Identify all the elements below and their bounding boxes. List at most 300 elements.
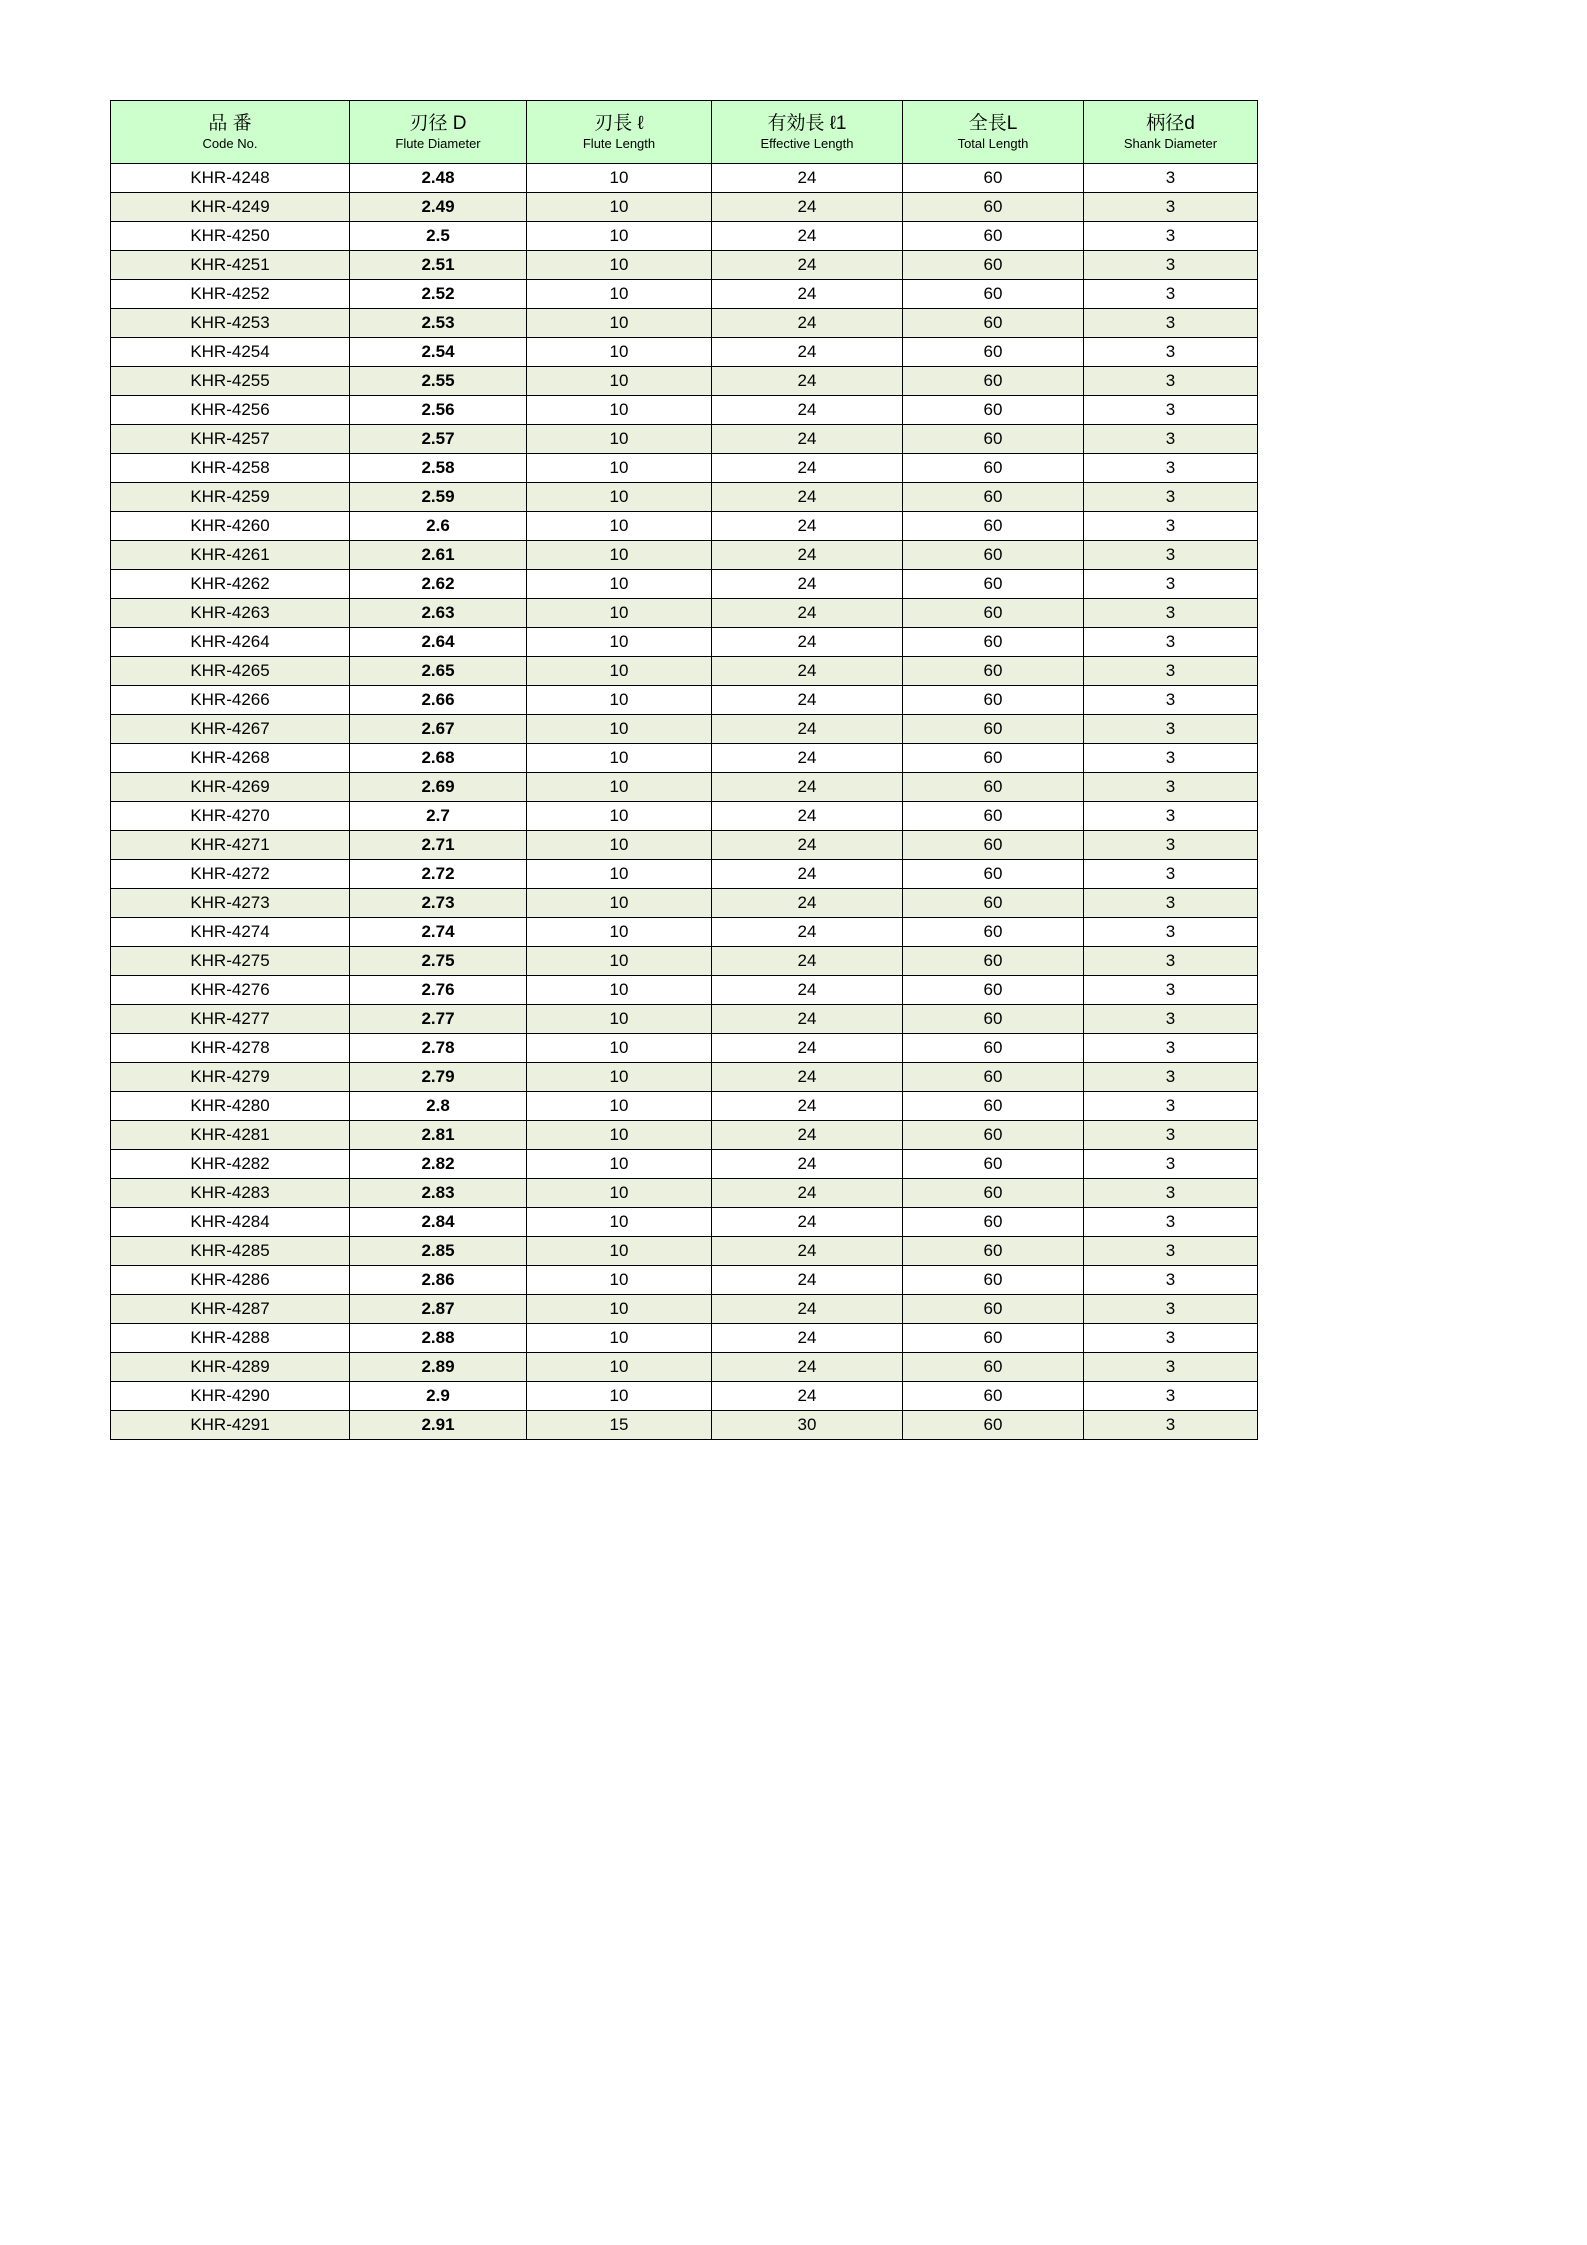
flute-length-cell: 10 [527, 251, 712, 280]
shank-diameter-cell: 3 [1084, 512, 1258, 541]
effective-length-cell: 24 [712, 1063, 903, 1092]
table-row [111, 164, 1258, 193]
flute-length-cell: 10 [527, 164, 712, 193]
flute-length-cell: 10 [527, 1353, 712, 1382]
code-cell: KHR-4253 [111, 309, 350, 338]
code-cell: KHR-4251 [111, 251, 350, 280]
flute-length-cell: 10 [527, 1063, 712, 1092]
flute-diameter-cell: 2.76 [350, 976, 527, 1005]
code-cell: KHR-4290 [111, 1382, 350, 1411]
shank-diameter-cell: 3 [1084, 1411, 1258, 1440]
flute-diameter-cell: 2.78 [350, 1034, 527, 1063]
total-length-cell: 60 [903, 570, 1084, 599]
effective-length-cell: 24 [712, 657, 903, 686]
column-header-shank_diameter [1084, 101, 1258, 164]
flute-diameter-cell: 2.6 [350, 512, 527, 541]
code-cell: KHR-4265 [111, 657, 350, 686]
table-row [111, 541, 1258, 570]
header-row [111, 101, 1258, 164]
flute-length-cell: 10 [527, 773, 712, 802]
code-cell: KHR-4269 [111, 773, 350, 802]
table-row [111, 454, 1258, 483]
effective-length-cell: 24 [712, 425, 903, 454]
table-row [111, 338, 1258, 367]
flute-diameter-cell: 2.5 [350, 222, 527, 251]
table-row [111, 1005, 1258, 1034]
column-header-effective_length [712, 101, 903, 164]
table-row [111, 1092, 1258, 1121]
shank-diameter-cell: 3 [1084, 715, 1258, 744]
effective-length-cell: 24 [712, 599, 903, 628]
total-length-cell: 60 [903, 947, 1084, 976]
total-length-cell: 60 [903, 1150, 1084, 1179]
effective-length-cell: 24 [712, 164, 903, 193]
column-header-jp-label: 刃長 ℓ [594, 112, 644, 134]
flute-length-cell: 10 [527, 1121, 712, 1150]
flute-length-cell: 10 [527, 1150, 712, 1179]
effective-length-cell: 24 [712, 251, 903, 280]
flute-length-cell: 10 [527, 1237, 712, 1266]
flute-length-cell: 10 [527, 193, 712, 222]
effective-length-cell: 24 [712, 860, 903, 889]
code-cell: KHR-4263 [111, 599, 350, 628]
shank-diameter-cell: 3 [1084, 280, 1258, 309]
code-cell: KHR-4279 [111, 1063, 350, 1092]
table-row [111, 657, 1258, 686]
flute-diameter-cell: 2.86 [350, 1266, 527, 1295]
table-row [111, 251, 1258, 280]
flute-length-cell: 10 [527, 396, 712, 425]
column-header-jp-label: 品 番 [208, 112, 252, 134]
shank-diameter-cell: 3 [1084, 686, 1258, 715]
flute-diameter-cell: 2.91 [350, 1411, 527, 1440]
effective-length-cell: 24 [712, 1121, 903, 1150]
column-header-en-label: Flute Length [582, 136, 656, 152]
effective-length-cell: 24 [712, 773, 903, 802]
flute-diameter-cell: 2.48 [350, 164, 527, 193]
flute-length-cell: 10 [527, 657, 712, 686]
flute-length-cell: 10 [527, 976, 712, 1005]
effective-length-cell: 24 [712, 918, 903, 947]
total-length-cell: 60 [903, 1295, 1084, 1324]
flute-length-cell: 10 [527, 222, 712, 251]
column-header-en-label: Code No. [202, 136, 258, 152]
table-row [111, 686, 1258, 715]
table-row [111, 628, 1258, 657]
shank-diameter-cell: 3 [1084, 1005, 1258, 1034]
flute-diameter-cell: 2.63 [350, 599, 527, 628]
flute-diameter-cell: 2.62 [350, 570, 527, 599]
table-row [111, 512, 1258, 541]
flute-diameter-cell: 2.64 [350, 628, 527, 657]
flute-diameter-cell: 2.74 [350, 918, 527, 947]
code-cell: KHR-4283 [111, 1179, 350, 1208]
flute-diameter-cell: 2.79 [350, 1063, 527, 1092]
effective-length-cell: 24 [712, 1266, 903, 1295]
effective-length-cell: 24 [712, 947, 903, 976]
flute-length-cell: 10 [527, 570, 712, 599]
effective-length-cell: 24 [712, 222, 903, 251]
flute-diameter-cell: 2.56 [350, 396, 527, 425]
total-length-cell: 60 [903, 686, 1084, 715]
table-row [111, 773, 1258, 802]
effective-length-cell: 24 [712, 367, 903, 396]
total-length-cell: 60 [903, 309, 1084, 338]
total-length-cell: 60 [903, 1005, 1084, 1034]
table-row [111, 1295, 1258, 1324]
table-row [111, 367, 1258, 396]
shank-diameter-cell: 3 [1084, 860, 1258, 889]
shank-diameter-cell: 3 [1084, 1295, 1258, 1324]
total-length-cell: 60 [903, 599, 1084, 628]
flute-diameter-cell: 2.55 [350, 367, 527, 396]
total-length-cell: 60 [903, 1382, 1084, 1411]
flute-diameter-cell: 2.87 [350, 1295, 527, 1324]
total-length-cell: 60 [903, 367, 1084, 396]
effective-length-cell: 24 [712, 280, 903, 309]
shank-diameter-cell: 3 [1084, 309, 1258, 338]
table-row [111, 1063, 1258, 1092]
code-cell: KHR-4277 [111, 1005, 350, 1034]
table-row [111, 918, 1258, 947]
total-length-cell: 60 [903, 1034, 1084, 1063]
column-header-total_length [903, 101, 1084, 164]
flute-diameter-cell: 2.49 [350, 193, 527, 222]
flute-length-cell: 10 [527, 1005, 712, 1034]
shank-diameter-cell: 3 [1084, 570, 1258, 599]
effective-length-cell: 24 [712, 1382, 903, 1411]
table-row [111, 309, 1258, 338]
table-row [111, 425, 1258, 454]
shank-diameter-cell: 3 [1084, 541, 1258, 570]
effective-length-cell: 24 [712, 483, 903, 512]
shank-diameter-cell: 3 [1084, 802, 1258, 831]
shank-diameter-cell: 3 [1084, 773, 1258, 802]
total-length-cell: 60 [903, 512, 1084, 541]
shank-diameter-cell: 3 [1084, 1121, 1258, 1150]
total-length-cell: 60 [903, 744, 1084, 773]
effective-length-cell: 24 [712, 193, 903, 222]
table-row [111, 280, 1258, 309]
shank-diameter-cell: 3 [1084, 889, 1258, 918]
flute-diameter-cell: 2.7 [350, 802, 527, 831]
shank-diameter-cell: 3 [1084, 164, 1258, 193]
effective-length-cell: 24 [712, 512, 903, 541]
flute-length-cell: 10 [527, 1034, 712, 1063]
effective-length-cell: 24 [712, 338, 903, 367]
table-row [111, 222, 1258, 251]
flute-diameter-cell: 2.8 [350, 1092, 527, 1121]
flute-length-cell: 10 [527, 512, 712, 541]
code-cell: KHR-4252 [111, 280, 350, 309]
effective-length-cell: 24 [712, 1353, 903, 1382]
flute-diameter-cell: 2.58 [350, 454, 527, 483]
code-cell: KHR-4291 [111, 1411, 350, 1440]
code-cell: KHR-4271 [111, 831, 350, 860]
code-cell: KHR-4256 [111, 396, 350, 425]
shank-diameter-cell: 3 [1084, 1266, 1258, 1295]
total-length-cell: 60 [903, 425, 1084, 454]
table-row [111, 1411, 1258, 1440]
total-length-cell: 60 [903, 1179, 1084, 1208]
table-row [111, 483, 1258, 512]
code-cell: KHR-4255 [111, 367, 350, 396]
total-length-cell: 60 [903, 1208, 1084, 1237]
flute-length-cell: 10 [527, 744, 712, 773]
total-length-cell: 60 [903, 715, 1084, 744]
shank-diameter-cell: 3 [1084, 1092, 1258, 1121]
flute-diameter-cell: 2.82 [350, 1150, 527, 1179]
flute-diameter-cell: 2.54 [350, 338, 527, 367]
shank-diameter-cell: 3 [1084, 628, 1258, 657]
total-length-cell: 60 [903, 483, 1084, 512]
flute-diameter-cell: 2.59 [350, 483, 527, 512]
code-cell: KHR-4272 [111, 860, 350, 889]
total-length-cell: 60 [903, 628, 1084, 657]
code-cell: KHR-4268 [111, 744, 350, 773]
table-row [111, 1324, 1258, 1353]
shank-diameter-cell: 3 [1084, 657, 1258, 686]
column-header-en-label: Shank Diameter [1123, 136, 1218, 152]
total-length-cell: 60 [903, 1237, 1084, 1266]
code-cell: KHR-4286 [111, 1266, 350, 1295]
flute-length-cell: 10 [527, 802, 712, 831]
code-cell: KHR-4254 [111, 338, 350, 367]
flute-length-cell: 10 [527, 309, 712, 338]
column-header-code [111, 101, 350, 164]
spec-table-body [111, 164, 1258, 1440]
code-cell: KHR-4282 [111, 1150, 350, 1179]
code-cell: KHR-4288 [111, 1324, 350, 1353]
shank-diameter-cell: 3 [1084, 1237, 1258, 1266]
table-row [111, 599, 1258, 628]
table-row [111, 1353, 1258, 1382]
total-length-cell: 60 [903, 918, 1084, 947]
total-length-cell: 60 [903, 976, 1084, 1005]
flute-diameter-cell: 2.53 [350, 309, 527, 338]
column-header-flute_length [527, 101, 712, 164]
code-cell: KHR-4278 [111, 1034, 350, 1063]
flute-diameter-cell: 2.88 [350, 1324, 527, 1353]
table-row [111, 715, 1258, 744]
shank-diameter-cell: 3 [1084, 222, 1258, 251]
column-header-jp-label: 刃径 D [409, 112, 467, 134]
effective-length-cell: 24 [712, 744, 903, 773]
column-header-en-label: Total Length [957, 136, 1029, 152]
effective-length-cell: 24 [712, 309, 903, 338]
shank-diameter-cell: 3 [1084, 193, 1258, 222]
code-cell: KHR-4267 [111, 715, 350, 744]
code-cell: KHR-4275 [111, 947, 350, 976]
shank-diameter-cell: 3 [1084, 831, 1258, 860]
code-cell: KHR-4257 [111, 425, 350, 454]
code-cell: KHR-4276 [111, 976, 350, 1005]
total-length-cell: 60 [903, 193, 1084, 222]
total-length-cell: 60 [903, 831, 1084, 860]
total-length-cell: 60 [903, 773, 1084, 802]
flute-diameter-cell: 2.51 [350, 251, 527, 280]
flute-diameter-cell: 2.84 [350, 1208, 527, 1237]
flute-diameter-cell: 2.61 [350, 541, 527, 570]
shank-diameter-cell: 3 [1084, 396, 1258, 425]
total-length-cell: 60 [903, 889, 1084, 918]
code-cell: KHR-4287 [111, 1295, 350, 1324]
effective-length-cell: 24 [712, 1179, 903, 1208]
shank-diameter-cell: 3 [1084, 947, 1258, 976]
table-row [111, 1179, 1258, 1208]
table-row [111, 860, 1258, 889]
table-row [111, 889, 1258, 918]
table-row [111, 1150, 1258, 1179]
shank-diameter-cell: 3 [1084, 367, 1258, 396]
flute-length-cell: 15 [527, 1411, 712, 1440]
code-cell: KHR-4266 [111, 686, 350, 715]
table-row [111, 744, 1258, 773]
shank-diameter-cell: 3 [1084, 976, 1258, 1005]
code-cell: KHR-4249 [111, 193, 350, 222]
spec-table-header [111, 101, 1258, 164]
effective-length-cell: 24 [712, 1092, 903, 1121]
flute-length-cell: 10 [527, 483, 712, 512]
effective-length-cell: 24 [712, 1208, 903, 1237]
flute-diameter-cell: 2.77 [350, 1005, 527, 1034]
flute-diameter-cell: 2.85 [350, 1237, 527, 1266]
total-length-cell: 60 [903, 396, 1084, 425]
flute-diameter-cell: 2.57 [350, 425, 527, 454]
total-length-cell: 60 [903, 1353, 1084, 1382]
flute-length-cell: 10 [527, 454, 712, 483]
shank-diameter-cell: 3 [1084, 1353, 1258, 1382]
code-cell: KHR-4258 [111, 454, 350, 483]
table-row [111, 570, 1258, 599]
shank-diameter-cell: 3 [1084, 1179, 1258, 1208]
code-cell: KHR-4280 [111, 1092, 350, 1121]
column-header-jp-label: 全長L [968, 112, 1018, 134]
flute-diameter-cell: 2.52 [350, 280, 527, 309]
effective-length-cell: 24 [712, 541, 903, 570]
flute-length-cell: 10 [527, 1208, 712, 1237]
total-length-cell: 60 [903, 1063, 1084, 1092]
shank-diameter-cell: 3 [1084, 1382, 1258, 1411]
effective-length-cell: 24 [712, 1324, 903, 1353]
flute-length-cell: 10 [527, 715, 712, 744]
code-cell: KHR-4289 [111, 1353, 350, 1382]
code-cell: KHR-4273 [111, 889, 350, 918]
total-length-cell: 60 [903, 1266, 1084, 1295]
column-header-jp-label: 有効長 ℓ1 [767, 112, 847, 134]
effective-length-cell: 24 [712, 1237, 903, 1266]
total-length-cell: 60 [903, 280, 1084, 309]
shank-diameter-cell: 3 [1084, 1324, 1258, 1353]
table-row [111, 831, 1258, 860]
flute-length-cell: 10 [527, 367, 712, 396]
effective-length-cell: 24 [712, 396, 903, 425]
flute-length-cell: 10 [527, 860, 712, 889]
shank-diameter-cell: 3 [1084, 1034, 1258, 1063]
flute-diameter-cell: 2.71 [350, 831, 527, 860]
code-cell: KHR-4281 [111, 1121, 350, 1150]
effective-length-cell: 24 [712, 570, 903, 599]
table-row [111, 802, 1258, 831]
effective-length-cell: 24 [712, 889, 903, 918]
effective-length-cell: 24 [712, 1150, 903, 1179]
flute-diameter-cell: 2.67 [350, 715, 527, 744]
flute-length-cell: 10 [527, 1382, 712, 1411]
flute-diameter-cell: 2.73 [350, 889, 527, 918]
flute-length-cell: 10 [527, 918, 712, 947]
code-cell: KHR-4262 [111, 570, 350, 599]
shank-diameter-cell: 3 [1084, 454, 1258, 483]
flute-length-cell: 10 [527, 1092, 712, 1121]
column-header-jp-label: 柄径d [1146, 112, 1195, 134]
total-length-cell: 60 [903, 860, 1084, 889]
code-cell: KHR-4284 [111, 1208, 350, 1237]
code-cell: KHR-4264 [111, 628, 350, 657]
code-cell: KHR-4250 [111, 222, 350, 251]
flute-length-cell: 10 [527, 1324, 712, 1353]
flute-length-cell: 10 [527, 599, 712, 628]
total-length-cell: 60 [903, 338, 1084, 367]
code-cell: KHR-4260 [111, 512, 350, 541]
table-row [111, 1237, 1258, 1266]
total-length-cell: 60 [903, 222, 1084, 251]
shank-diameter-cell: 3 [1084, 251, 1258, 280]
total-length-cell: 60 [903, 1411, 1084, 1440]
table-row [111, 193, 1258, 222]
spec-table [110, 100, 1258, 1440]
flute-diameter-cell: 2.69 [350, 773, 527, 802]
code-cell: KHR-4248 [111, 164, 350, 193]
column-header-en-label: Effective Length [760, 136, 854, 152]
effective-length-cell: 24 [712, 831, 903, 860]
flute-diameter-cell: 2.89 [350, 1353, 527, 1382]
total-length-cell: 60 [903, 1092, 1084, 1121]
table-row [111, 1208, 1258, 1237]
shank-diameter-cell: 3 [1084, 918, 1258, 947]
flute-length-cell: 10 [527, 947, 712, 976]
shank-diameter-cell: 3 [1084, 1208, 1258, 1237]
total-length-cell: 60 [903, 1324, 1084, 1353]
shank-diameter-cell: 3 [1084, 599, 1258, 628]
flute-length-cell: 10 [527, 1266, 712, 1295]
code-cell: KHR-4270 [111, 802, 350, 831]
total-length-cell: 60 [903, 454, 1084, 483]
shank-diameter-cell: 3 [1084, 338, 1258, 367]
flute-length-cell: 10 [527, 628, 712, 657]
effective-length-cell: 24 [712, 715, 903, 744]
total-length-cell: 60 [903, 251, 1084, 280]
column-header-flute_diameter [350, 101, 527, 164]
total-length-cell: 60 [903, 802, 1084, 831]
code-cell: KHR-4261 [111, 541, 350, 570]
flute-diameter-cell: 2.75 [350, 947, 527, 976]
effective-length-cell: 24 [712, 686, 903, 715]
effective-length-cell: 30 [712, 1411, 903, 1440]
total-length-cell: 60 [903, 657, 1084, 686]
total-length-cell: 60 [903, 541, 1084, 570]
flute-diameter-cell: 2.65 [350, 657, 527, 686]
table-row [111, 1034, 1258, 1063]
total-length-cell: 60 [903, 1121, 1084, 1150]
code-cell: KHR-4259 [111, 483, 350, 512]
table-row [111, 1382, 1258, 1411]
effective-length-cell: 24 [712, 628, 903, 657]
flute-length-cell: 10 [527, 686, 712, 715]
effective-length-cell: 24 [712, 976, 903, 1005]
total-length-cell: 60 [903, 164, 1084, 193]
flute-length-cell: 10 [527, 831, 712, 860]
flute-length-cell: 10 [527, 1295, 712, 1324]
